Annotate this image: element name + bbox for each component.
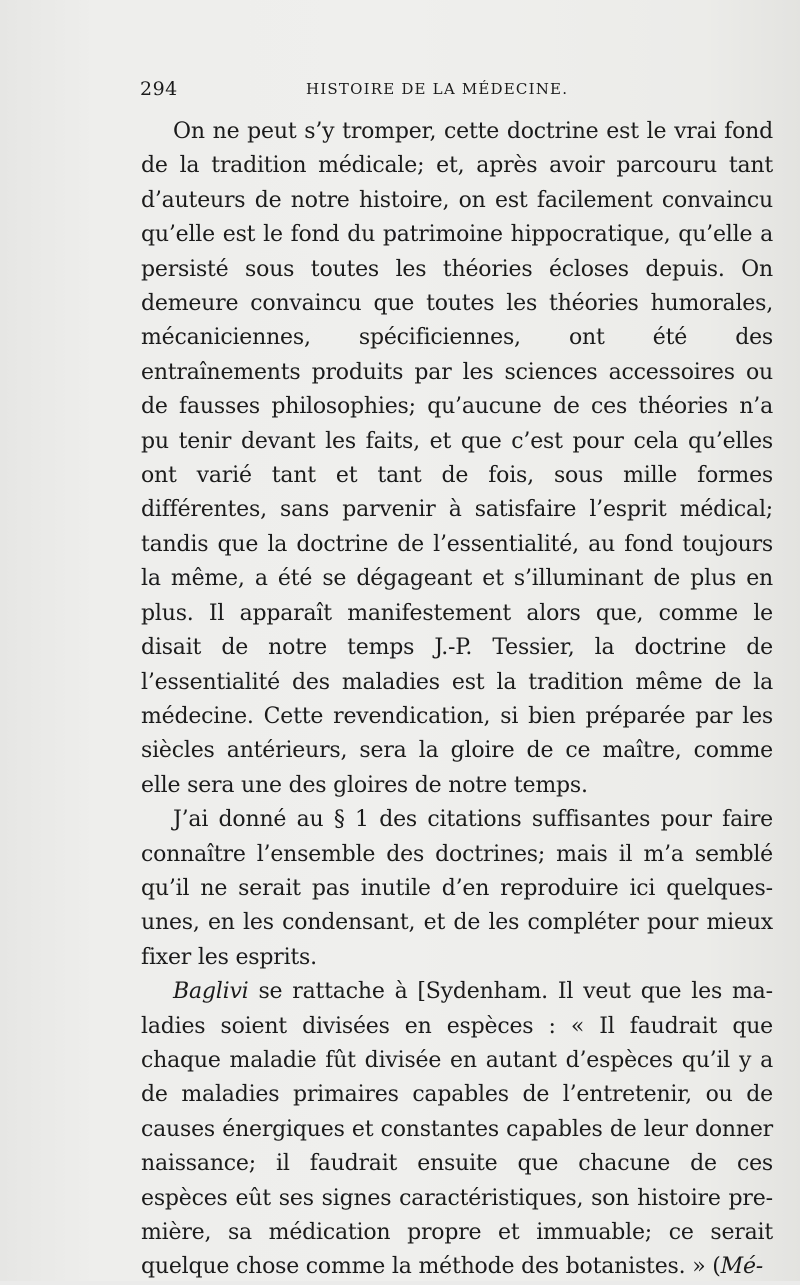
italic-reference: Mé- (720, 1254, 764, 1280)
paragraph-text: J’ai donné au § 1 des citations suffisantes pour faire connaître l’ensemble des doctrines; mais il m’a semblé qu’il ne serait pas inutile d’en reproduire ici quelquesunes, en les condensant, et de les compléter pour mieux fixer les esprits. (141, 807, 773, 970)
paragraph-doctrine (141, 115, 773, 803)
body-text (141, 115, 773, 1285)
page-number: 294 (140, 78, 178, 100)
running-head (140, 78, 770, 102)
paragraph-text: se rattache à [Sydenham. Il veut que les maladies soient divisées en espèces : « Il faudrait que chaque maladie fût divisée en autant d’espèces qu’il y a de maladies primaires capables de l’entretenir, ou de causes énergiques et constantes capables de leur donner naissance; il faudrait ensuite que chacune de ces espèces eût ses signes caractéristiques, son histoire première, sa médication propre et immuable; ce serait quelque chose comme la méthode des botanistes. » ( (141, 979, 773, 1280)
paragraph-citations (141, 803, 773, 975)
italic-author-name: Baglivi (173, 979, 249, 1005)
paragraph-baglivi (141, 975, 773, 1285)
page-header-title: HISTOIRE DE LA MÉDECINE. (306, 80, 569, 98)
paragraph-text: On ne peut s’y tromper, cette doctrine est le vrai fond de la tradition médicale; et, après avoir parcouru tant d’auteurs de notre histoire, on est facilement convaincu qu’elle est le fond du patrimoine hippocratique, qu’elle a persisté sous toutes les théories écloses depuis. On demeure convaincu que toutes les théories humorales, mécaniciennes, spécificiennes, ont été des entraînements produits par les sciences accessoires ou de fausses philosophies; qu’aucune de ces théories n’a pu tenir devant les faits, et que c’est pour cela qu’elles ont varié tant et tant de fois, sous mille formes différentes, sans parvenir à satisfaire l’esprit médical; tandis que la doctrine de l’essentialité, au fond toujours la même, a été se dégageant et s’illuminant de plus en plus. Il apparaît manifestement alors que, comme le disait de notre temps J.-P. Tessier, la doctrine de l’essentialité des maladies est la tradition même de la médecine. Cette revendication, si bien préparée par les siècles antérieurs, sera la gloire de ce maître, comme elle sera une des gloires de notre temps. (141, 119, 773, 798)
